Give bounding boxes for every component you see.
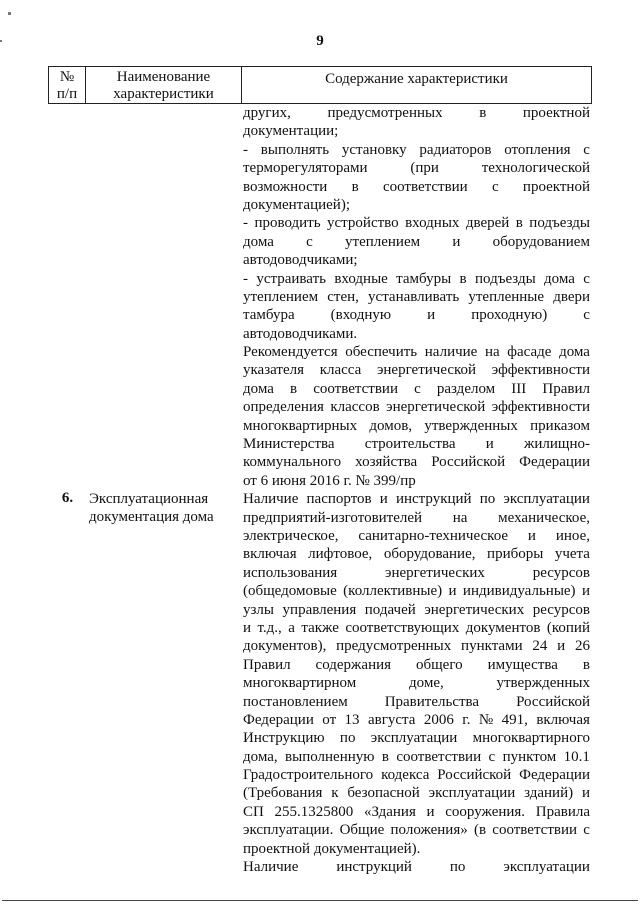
text-line: СП 255.1325800 «Здания и сооружения. Правила bbox=[243, 803, 590, 820]
text-line: коммунального хозяйства Российской Федерации bbox=[243, 454, 590, 471]
text-line: определения классов энергетической эффективности bbox=[243, 399, 590, 416]
header-content: Содержание характеристики bbox=[325, 71, 508, 87]
text-line: других, предусмотренных в проектной bbox=[243, 105, 590, 121]
text-line: указателя класса энергетической эффективности bbox=[243, 362, 590, 379]
text-line: автодоводчиками. bbox=[243, 325, 358, 342]
text-line: Наличие инструкций по эксплуатации bbox=[243, 859, 590, 876]
text-line: утеплением стен, устанавливать утепленные двери bbox=[243, 288, 590, 305]
text-line: тамбура (входную и проходную) с bbox=[243, 307, 590, 324]
text-line: возможности в соответствии с проектной bbox=[243, 178, 590, 195]
text-line: Правил содержания общего имущества в bbox=[243, 656, 590, 673]
row-content bbox=[241, 490, 592, 876]
text-line: (общедомовые (коллективные) и индивидуальные) и bbox=[243, 583, 590, 600]
text-line: многоквартирном доме, утвержденных bbox=[243, 675, 590, 692]
text-line: от 6 июня 2016 г. № 399/пр bbox=[243, 472, 416, 489]
text-line: - устраивать входные тамбуры в подъезды дома с bbox=[243, 270, 590, 287]
text-line: электрическое, санитарно-техническое и иное, bbox=[243, 527, 590, 544]
text-line: Градостроительного кодекса Российской Федерации bbox=[243, 767, 590, 784]
row-name: Эксплуатационная документация дома bbox=[89, 491, 214, 526]
scan-mark-top bbox=[8, 12, 11, 15]
text-line: многоквартирных домов, утвержденных приказом bbox=[243, 417, 590, 434]
text-line: Инструкцию по эксплуатации многоквартирного bbox=[243, 730, 590, 747]
text-line: (Требования к безопасной эксплуатации зданий) и bbox=[243, 785, 590, 802]
text-line: дома с утеплением и оборудованием bbox=[243, 233, 590, 250]
text-line: использования энергетических ресурсов bbox=[243, 564, 590, 581]
row-number-empty bbox=[48, 104, 85, 490]
table-header bbox=[48, 66, 592, 104]
text-line: документов), предусмотренных пунктами 24 и 26 bbox=[243, 638, 590, 655]
header-number: № п/п bbox=[49, 67, 86, 103]
text-line: Федерации от 13 августа 2006 г. № 491, включая bbox=[243, 711, 590, 728]
row-number: 6. bbox=[61, 490, 74, 507]
text-line: Рекомендуется обеспечить наличие на фасаде дома bbox=[243, 344, 590, 361]
page-bottom-rule bbox=[2, 900, 638, 901]
row-name-empty bbox=[85, 104, 241, 490]
text-line: предприятий-изготовителей на механическое, bbox=[243, 509, 590, 526]
text-line: автодоводчиками; bbox=[243, 252, 358, 269]
row-content bbox=[241, 104, 592, 490]
header-name: Наименование характеристики bbox=[86, 67, 242, 103]
text-line: документации; bbox=[243, 123, 339, 140]
text-line: включая лифтовое, оборудование, приборы учета bbox=[243, 546, 590, 563]
text-line: документацией); bbox=[243, 196, 350, 213]
table-row-6 bbox=[48, 490, 592, 876]
text-line: проектной документацией). bbox=[243, 840, 421, 857]
text-line: Наличие паспортов и инструкций по эксплуатации bbox=[243, 491, 590, 508]
table-row-continuation bbox=[48, 104, 592, 490]
text-line: терморегуляторами (при технологической bbox=[243, 160, 590, 177]
text-line: - проводить устройство входных дверей в подъезды bbox=[243, 215, 590, 232]
characteristics-table bbox=[48, 66, 592, 876]
text-line: узлы управления подачей энергетических ресурсов bbox=[243, 601, 590, 618]
text-line: эксплуатации. Общие положения» (в соответствии с bbox=[243, 822, 590, 839]
text-line: и т.д., а также соответствующих документов (копий bbox=[243, 619, 590, 636]
text-line: Министерства строительства и жилищно- bbox=[243, 436, 590, 453]
page-number: 9 bbox=[316, 33, 324, 49]
text-line: дома, выполненную в соответствии с пунктом 10.1 bbox=[243, 748, 590, 765]
text-line: постановлением Правительства Российской bbox=[243, 693, 590, 710]
text-line: - выполнять установку радиаторов отопления с bbox=[243, 141, 590, 158]
text-line: дома в соответствии с разделом III Правил bbox=[243, 380, 590, 397]
